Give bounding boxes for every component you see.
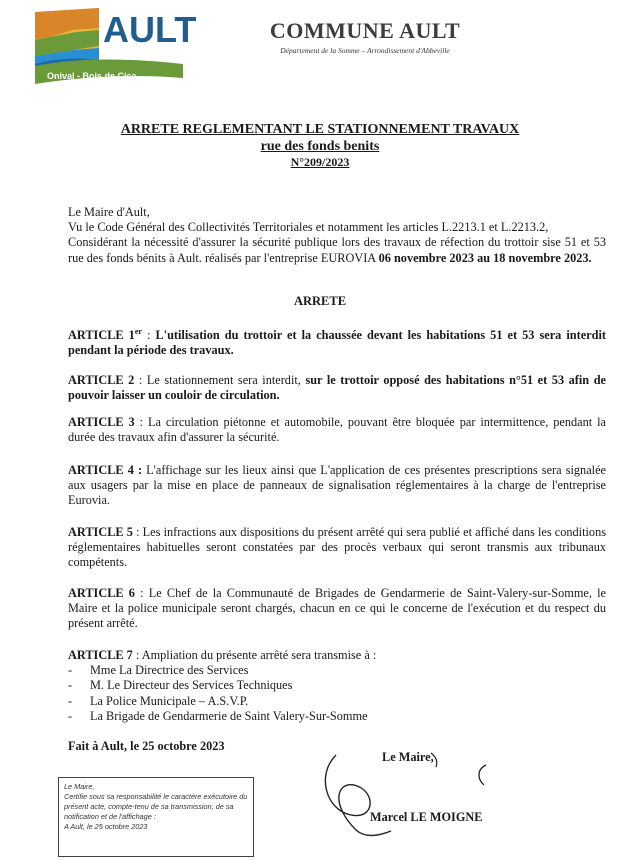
- list-item: - La Brigade de Gendarmerie de Saint Valery-Sur-Somme: [68, 709, 606, 724]
- commune-subtitle: Département de la Somme – Arrondissement d'Abbeville: [280, 46, 450, 55]
- article-5-label: ARTICLE 5: [68, 525, 133, 539]
- salutation: Le Maire d'Ault,: [68, 205, 150, 219]
- list-item: - Mme La Directrice des Services: [68, 663, 606, 678]
- article-2-label: ARTICLE 2: [68, 373, 135, 387]
- article-3: [68, 415, 606, 445]
- article-3-text: : La circulation piétonne et automobile, pouvant être bloquée par intermittence, pendant la durée des travaux afin d'assurer la sécurité.: [68, 415, 606, 445]
- considerant-paragraph: [68, 235, 606, 265]
- list-item: - La Police Municipale – A.S.V.P.: [68, 694, 606, 709]
- article-1: [68, 324, 606, 359]
- fait-a-ault: Fait à Ault, le 25 octobre 2023: [68, 739, 225, 753]
- commune-name: COMMUNE AULT: [269, 18, 461, 43]
- commune-header: [0, 18, 640, 55]
- certification-stamp: [58, 777, 254, 857]
- arrete-heading: ARRETE: [293, 294, 347, 308]
- stamp-line1: Le Maire,: [64, 782, 95, 791]
- article-1-label: ARTICLE 1er: [68, 327, 142, 343]
- article-5: [68, 525, 606, 571]
- logo-brand: AULT: [103, 9, 197, 50]
- recipient-list: [68, 663, 606, 724]
- intro-block: [68, 205, 606, 266]
- article-7: [68, 648, 606, 724]
- logo-tagline: Onival - Bois de Cise: [47, 71, 137, 81]
- article-4-text: L'affichage sur les lieux ainsi que L'application de ces présentes prescriptions sera signalée aux usagers par la mise en place de panneaux de signalisation réglementaires à la charge de l'entreprise Eurovia.: [68, 463, 606, 508]
- article-2-bold-text: sur le trottoir opposé des habitations n°51 et 53 afin de pouvoir laisser un couloir de circulation.: [68, 373, 607, 403]
- article-2-text: : Le stationnement sera interdit,: [134, 373, 306, 387]
- article-6: [68, 586, 606, 632]
- article-4-label: ARTICLE 4 :: [68, 463, 143, 477]
- decree-number: N°209/2023: [290, 155, 350, 169]
- article-7-text: : Ampliation du présente arrêté sera transmise à :: [132, 648, 377, 662]
- decree-title: [0, 121, 640, 170]
- list-item: - M. Le Directeur des Services Techniques: [68, 678, 606, 693]
- article-3-label: ARTICLE 3: [68, 415, 135, 429]
- article-1-sup: er: [134, 327, 142, 336]
- mayor-name: Marcel LE MOIGNE: [370, 810, 483, 824]
- considerant-text: Considérant la nécessité d'assurer la sécurité publique lors des travaux de réfection du trottoir sise 51 et 53 rue des fonds bénits à Ault. réalisés par l'entreprise EUROVIA: [68, 235, 606, 265]
- article-7-label: ARTICLE 7: [68, 648, 133, 662]
- mayor-title: Le Maire,: [382, 750, 434, 764]
- article-5-text: : Les infractions aux dispositions du présent arrêté qui sera publié et affiché dans les conditions réglementaires habituelles seront constatées par des procès verbaux qui seront transmis aux tribunaux compétents.: [68, 525, 607, 570]
- stamp-line3: A Ault, le 25 octobre 2023: [64, 822, 148, 831]
- works-dates: 06 novembre 2023 au 18 novembre 2023.: [378, 250, 592, 265]
- article-1-sep: :: [141, 328, 156, 343]
- vu-paragraph: Vu le Code Général des Collectivités Territoriales et notamment les articles L.2213.1 et L.2213.2,: [68, 220, 549, 235]
- article-6-label: ARTICLE 6: [68, 586, 135, 600]
- article-6-text: : Le Chef de la Communauté de Brigades de Gendarmerie de Saint-Valery-sur-Somme, le Maire et la police municipale seront chargés, chacun en ce qui le concerne de l'exécution et du respect du présent arrêté.: [68, 586, 606, 631]
- title-line2: rue des fonds benits: [260, 139, 380, 154]
- article-1-text: L'utilisation du trottoir et la chaussée devant les habitations 51 et 53 sera interdit pendant la période des travaux.: [68, 328, 606, 358]
- title-line1: ARRETE REGLEMENTANT LE STATIONNEMENT TRAVAUX: [120, 122, 520, 137]
- article-4: [68, 463, 606, 509]
- stamp-line2: Certifie sous sa responsabilité le caractère exécutoire du présent acte, compte-tenu de sa transmission, de sa notification et de l'affichage :: [64, 792, 248, 821]
- article-2: [68, 373, 606, 403]
